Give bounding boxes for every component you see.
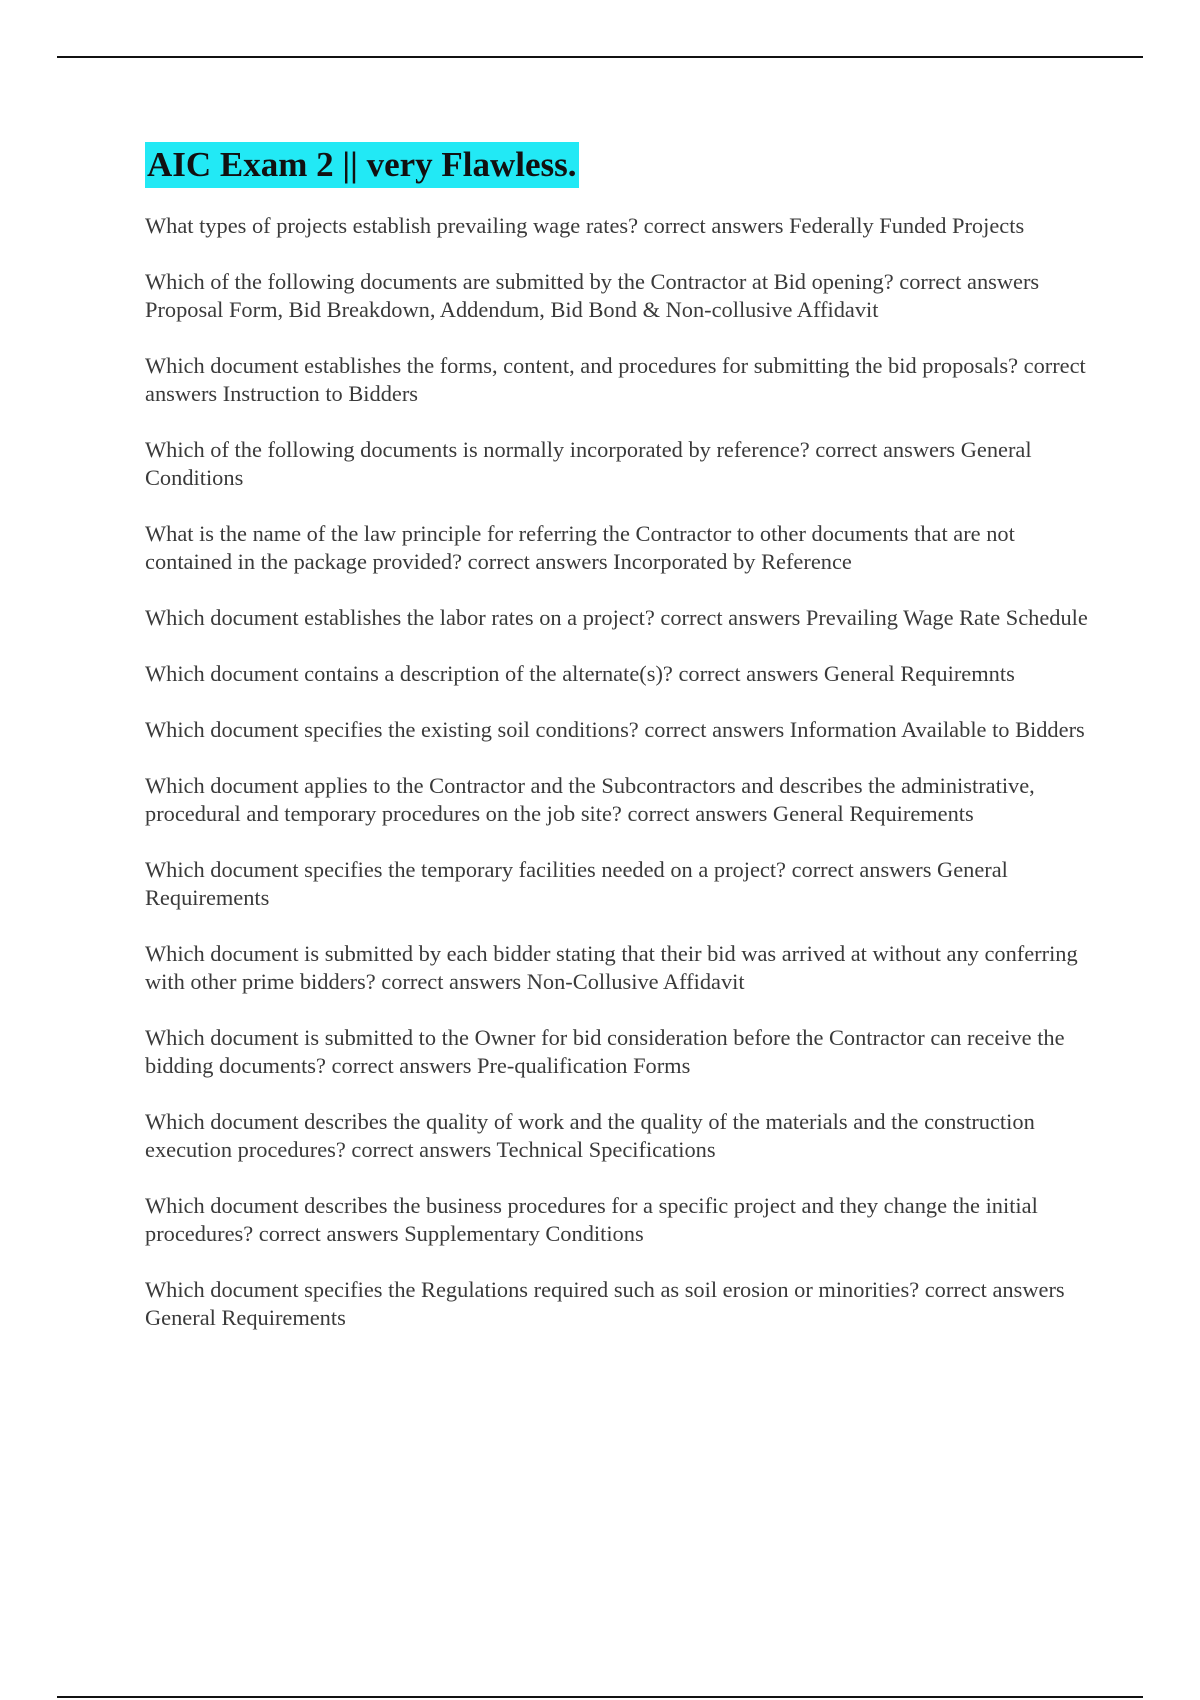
qa-item: Which document is submitted to the Owner for bid consideration before the Contractor can receive the bidding documents? correct answers Pre-qualification Forms <box>145 1025 1065 1078</box>
top-rule <box>57 56 1143 58</box>
qa-item: Which document establishes the forms, content, and procedures for submitting the bid proposals? correct answers Instruction to Bidders <box>145 353 1086 406</box>
qa-item: Which document applies to the Contractor and the Subcontractors and describes the administrative, procedural and temporary procedures on the job site? correct answers General Requirements <box>145 773 1035 826</box>
qa-item: Which document specifies the temporary facilities needed on a project? correct answers General Requirements <box>145 857 1008 910</box>
qa-item: Which document is submitted by each bidder stating that their bid was arrived at without any conferring with other prime bidders? correct answers Non-Collusive Affidavit <box>145 941 1078 994</box>
qa-item: Which document describes the business procedures for a specific project and they change the initial procedures? correct answers Supplementary Conditions <box>145 1193 1038 1246</box>
qa-item: Which document describes the quality of work and the quality of the materials and the construction execution procedures? correct answers Technical Specifications <box>145 1109 1035 1162</box>
qa-item: Which document specifies the Regulations required such as soil erosion or minorities? correct answers General Requirements <box>145 1277 1065 1330</box>
qa-list <box>145 212 1095 1332</box>
bottom-rule <box>57 1696 1143 1698</box>
qa-item: Which document contains a description of the alternate(s)? correct answers General Requiremnts <box>145 661 1015 686</box>
qa-item: What is the name of the law principle for referring the Contractor to other documents that are not contained in the package provided? correct answers Incorporated by Reference <box>145 521 1015 574</box>
document-title: AIC Exam 2 || very Flawless. <box>145 142 579 188</box>
qa-item: Which document specifies the existing soil conditions? correct answers Information Available to Bidders <box>145 717 1085 742</box>
qa-item: Which of the following documents is normally incorporated by reference? correct answers General Conditions <box>145 437 1032 490</box>
document-body <box>145 142 1095 1360</box>
qa-item: Which document establishes the labor rates on a project? correct answers Prevailing Wage Rate Schedule <box>145 605 1088 630</box>
qa-item: Which of the following documents are submitted by the Contractor at Bid opening? correct answers Proposal Form, Bid Breakdown, Addendum, Bid Bond & Non-collusive Affidavit <box>145 269 1040 322</box>
qa-item: What types of projects establish prevailing wage rates? correct answers Federally Funded Projects <box>145 213 1025 238</box>
